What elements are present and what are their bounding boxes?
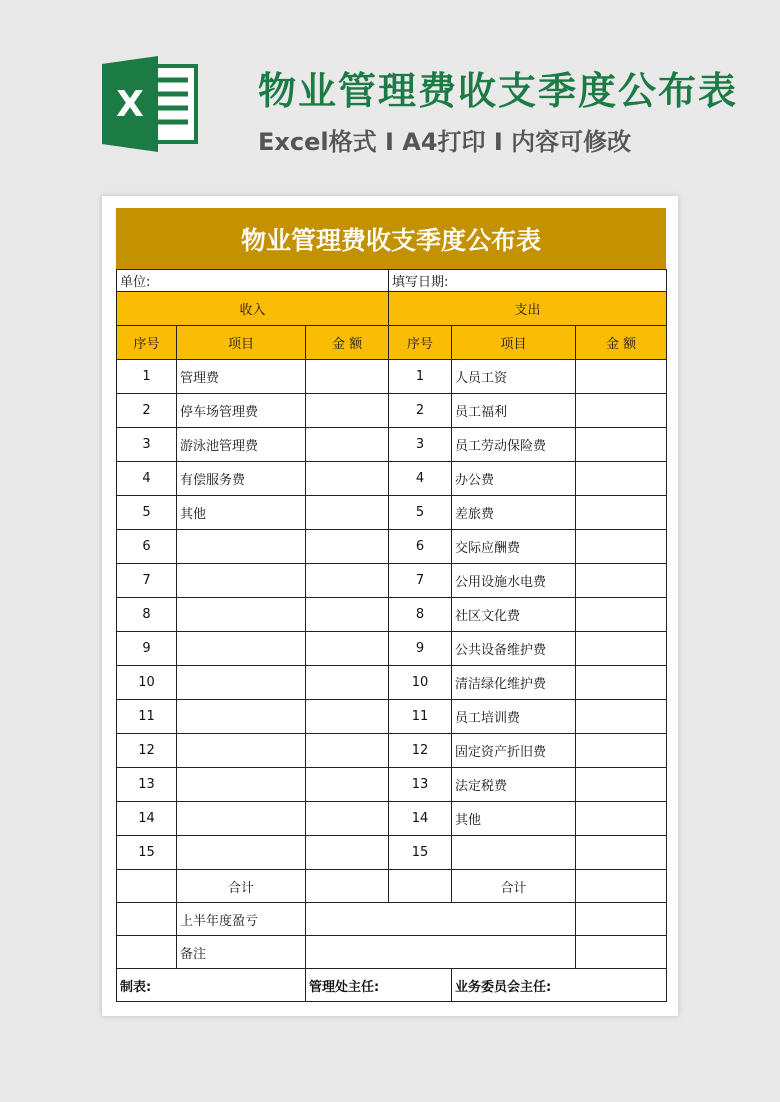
- income-item-cell[interactable]: 管理费: [177, 360, 306, 394]
- date-cell[interactable]: 填写日期:: [389, 270, 667, 292]
- total-empty-cell[interactable]: [389, 870, 452, 903]
- expense-item-cell[interactable]: 员工培训费: [452, 700, 576, 734]
- expense-item-cell[interactable]: 交际应酬费: [452, 530, 576, 564]
- expense-item-cell[interactable]: 公共设备维护费: [452, 632, 576, 666]
- income-no-cell: 12: [117, 734, 177, 768]
- expense-item-cell[interactable]: 员工福利: [452, 394, 576, 428]
- expense-no-cell: 7: [389, 564, 452, 598]
- income-item-cell[interactable]: [177, 768, 306, 802]
- income-amount-cell[interactable]: [306, 496, 389, 530]
- table-row: [117, 598, 667, 632]
- col-header-income-no: 序号: [117, 326, 177, 360]
- expense-header: 支出: [389, 292, 667, 326]
- table-row: [117, 360, 667, 394]
- col-header-expense-amount: 金 额: [576, 326, 667, 360]
- expense-item-cell[interactable]: 清洁绿化维护费: [452, 666, 576, 700]
- table-row: [117, 530, 667, 564]
- income-no-cell: 6: [117, 530, 177, 564]
- table-row: [117, 700, 667, 734]
- expense-amount-cell[interactable]: [576, 836, 667, 870]
- expense-amount-cell[interactable]: [576, 734, 667, 768]
- expense-amount-cell[interactable]: [576, 394, 667, 428]
- expense-no-cell: 4: [389, 462, 452, 496]
- income-no-cell: 11: [117, 700, 177, 734]
- expense-item-cell[interactable]: [452, 836, 576, 870]
- expense-amount-cell[interactable]: [576, 360, 667, 394]
- table-row: [117, 836, 667, 870]
- expense-no-cell: 15: [389, 836, 452, 870]
- expense-amount-cell[interactable]: [576, 530, 667, 564]
- income-item-cell[interactable]: [177, 734, 306, 768]
- expense-amount-cell[interactable]: [576, 428, 667, 462]
- income-item-cell[interactable]: 停车场管理费: [177, 394, 306, 428]
- remark-value[interactable]: [306, 936, 576, 969]
- col-header-expense-item: 项目: [452, 326, 576, 360]
- table-row: [117, 768, 667, 802]
- half-year-extra-cell[interactable]: [576, 903, 667, 936]
- expense-amount-cell[interactable]: [576, 632, 667, 666]
- income-amount-cell[interactable]: [306, 428, 389, 462]
- income-item-cell[interactable]: [177, 666, 306, 700]
- expense-amount-cell[interactable]: [576, 666, 667, 700]
- total-empty-cell[interactable]: [117, 870, 177, 903]
- expense-item-cell[interactable]: 固定资产折旧费: [452, 734, 576, 768]
- income-item-cell[interactable]: 游泳池管理费: [177, 428, 306, 462]
- expense-amount-cell[interactable]: [576, 768, 667, 802]
- table-row: [117, 394, 667, 428]
- excel-logo-letter: X: [116, 84, 144, 125]
- half-year-empty-cell[interactable]: [117, 903, 177, 936]
- expense-item-cell[interactable]: 法定税费: [452, 768, 576, 802]
- expense-no-cell: 1: [389, 360, 452, 394]
- expense-no-cell: 13: [389, 768, 452, 802]
- finance-table: [116, 269, 667, 1002]
- expense-total-label: 合计: [452, 870, 576, 903]
- income-item-cell[interactable]: [177, 700, 306, 734]
- income-amount-cell[interactable]: [306, 700, 389, 734]
- income-item-cell[interactable]: 有偿服务费: [177, 462, 306, 496]
- income-item-cell[interactable]: [177, 802, 306, 836]
- income-total-amount[interactable]: [306, 870, 389, 903]
- income-no-cell: 9: [117, 632, 177, 666]
- expense-no-cell: 9: [389, 632, 452, 666]
- income-item-cell[interactable]: [177, 530, 306, 564]
- table-row: [117, 802, 667, 836]
- income-item-cell[interactable]: [177, 632, 306, 666]
- income-item-cell[interactable]: [177, 598, 306, 632]
- table-row: [117, 564, 667, 598]
- expense-no-cell: 8: [389, 598, 452, 632]
- excel-icon: [100, 56, 208, 152]
- income-amount-cell[interactable]: [306, 632, 389, 666]
- income-no-cell: 1: [117, 360, 177, 394]
- half-year-label: 上半年度盈亏: [177, 903, 306, 936]
- income-no-cell: 4: [117, 462, 177, 496]
- table-row: [117, 428, 667, 462]
- income-no-cell: 5: [117, 496, 177, 530]
- sheet-title: 物业管理费收支季度公布表: [116, 208, 666, 269]
- income-no-cell: 7: [117, 564, 177, 598]
- income-item-cell[interactable]: [177, 836, 306, 870]
- expense-no-cell: 5: [389, 496, 452, 530]
- income-header: 收入: [117, 292, 389, 326]
- expense-no-cell: 12: [389, 734, 452, 768]
- table-row: [117, 462, 667, 496]
- income-no-cell: 10: [117, 666, 177, 700]
- expense-amount-cell[interactable]: [576, 462, 667, 496]
- page-subtitle: Excel格式 I A4打印 I 内容可修改: [258, 128, 632, 156]
- page-title: 物业管理费收支季度公布表: [258, 69, 739, 113]
- manager-cell[interactable]: 管理处主任:: [306, 969, 452, 1002]
- expense-no-cell: 2: [389, 394, 452, 428]
- remark-extra-cell[interactable]: [576, 936, 667, 969]
- unit-cell[interactable]: 单位:: [117, 270, 389, 292]
- remark-label: 备注: [177, 936, 306, 969]
- expense-total-amount[interactable]: [576, 870, 667, 903]
- expense-no-cell: 6: [389, 530, 452, 564]
- income-total-label: 合计: [177, 870, 306, 903]
- expense-no-cell: 11: [389, 700, 452, 734]
- expense-amount-cell[interactable]: [576, 802, 667, 836]
- half-year-value[interactable]: [306, 903, 576, 936]
- expense-amount-cell[interactable]: [576, 564, 667, 598]
- expense-item-cell[interactable]: 社区文化费: [452, 598, 576, 632]
- income-no-cell: 14: [117, 802, 177, 836]
- income-item-cell[interactable]: 其他: [177, 496, 306, 530]
- expense-no-cell: 10: [389, 666, 452, 700]
- income-no-cell: 13: [117, 768, 177, 802]
- income-amount-cell[interactable]: [306, 666, 389, 700]
- expense-item-cell[interactable]: 公用设施水电费: [452, 564, 576, 598]
- table-row: [117, 496, 667, 530]
- expense-item-cell[interactable]: 员工劳动保险费: [452, 428, 576, 462]
- income-no-cell: 8: [117, 598, 177, 632]
- remark-empty-cell[interactable]: [117, 936, 177, 969]
- table-row: [117, 734, 667, 768]
- committee-cell[interactable]: 业务委员会主任:: [452, 969, 667, 1002]
- col-header-expense-no: 序号: [389, 326, 452, 360]
- income-amount-cell[interactable]: [306, 462, 389, 496]
- expense-item-cell[interactable]: 人员工资: [452, 360, 576, 394]
- col-header-income-amount: 金 额: [306, 326, 389, 360]
- income-amount-cell[interactable]: [306, 394, 389, 428]
- table-row: [117, 666, 667, 700]
- expense-amount-cell[interactable]: [576, 598, 667, 632]
- expense-no-cell: 3: [389, 428, 452, 462]
- income-amount-cell[interactable]: [306, 734, 389, 768]
- income-amount-cell[interactable]: [306, 802, 389, 836]
- income-no-cell: 15: [117, 836, 177, 870]
- expense-amount-cell[interactable]: [576, 700, 667, 734]
- income-no-cell: 3: [117, 428, 177, 462]
- expense-item-cell[interactable]: 其他: [452, 802, 576, 836]
- income-amount-cell[interactable]: [306, 768, 389, 802]
- income-item-cell[interactable]: [177, 564, 306, 598]
- col-header-income-item: 项目: [177, 326, 306, 360]
- income-no-cell: 2: [117, 394, 177, 428]
- income-amount-cell[interactable]: [306, 564, 389, 598]
- expense-item-cell[interactable]: 办公费: [452, 462, 576, 496]
- income-amount-cell[interactable]: [306, 598, 389, 632]
- table-row: [117, 632, 667, 666]
- expense-item-cell[interactable]: 差旅费: [452, 496, 576, 530]
- income-amount-cell[interactable]: [306, 530, 389, 564]
- expense-amount-cell[interactable]: [576, 496, 667, 530]
- income-amount-cell[interactable]: [306, 360, 389, 394]
- income-amount-cell[interactable]: [306, 836, 389, 870]
- expense-no-cell: 14: [389, 802, 452, 836]
- maker-cell[interactable]: 制表:: [117, 969, 306, 1002]
